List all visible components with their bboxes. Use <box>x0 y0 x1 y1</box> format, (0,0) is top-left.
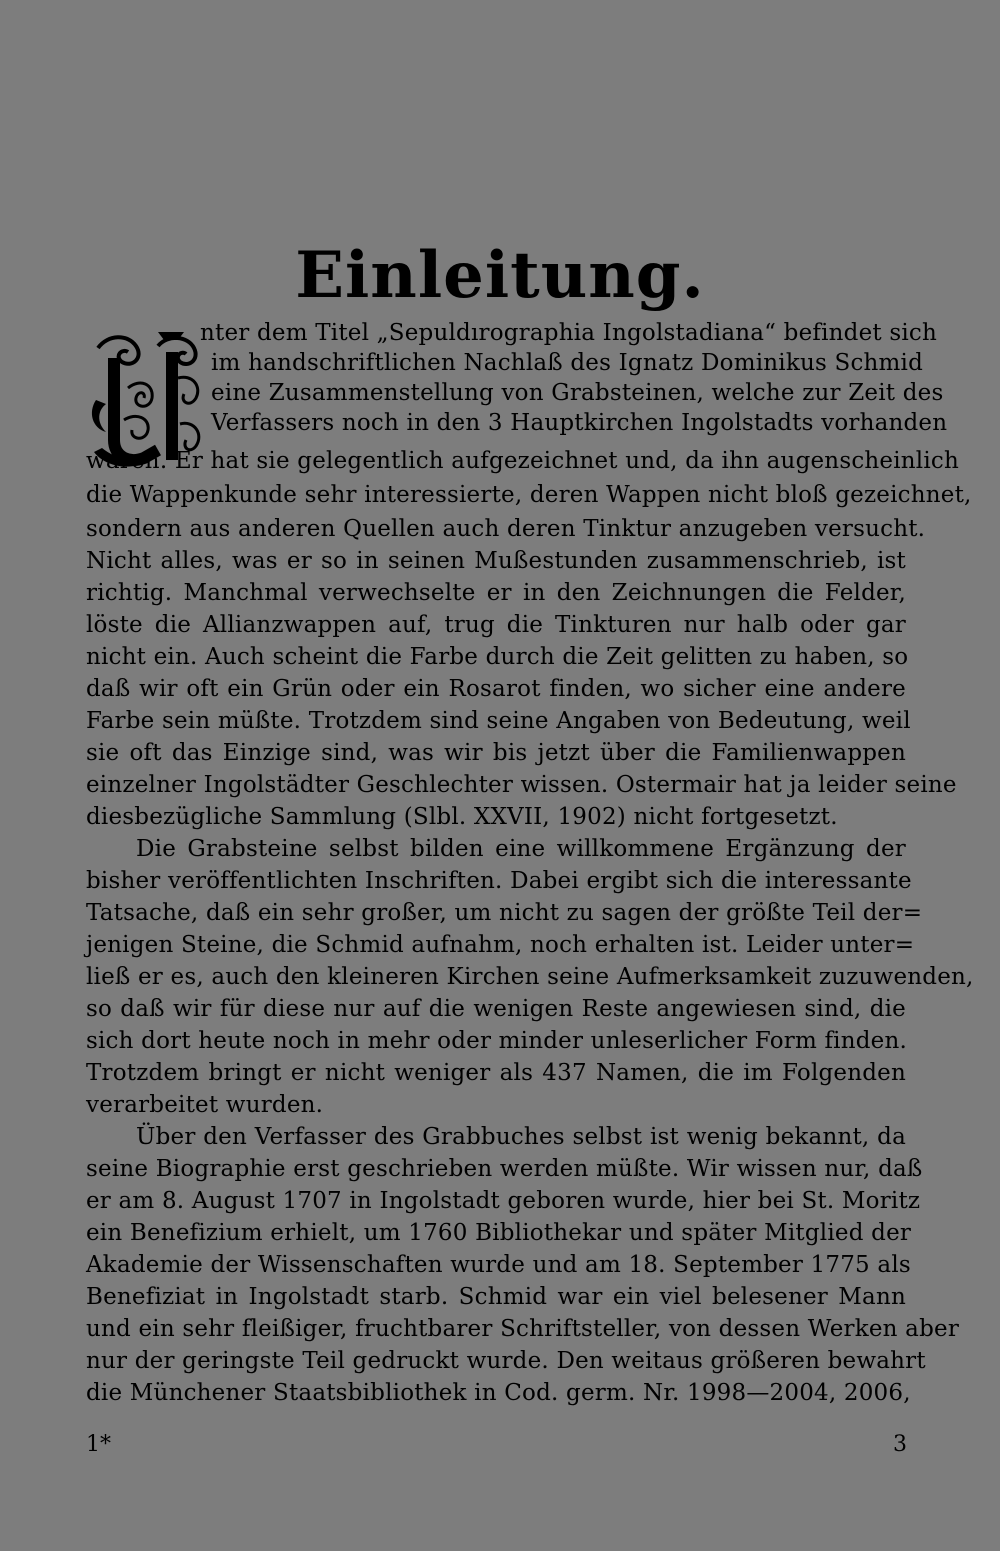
chapter-title: Einleitung. <box>295 238 705 313</box>
text-line: die Wappenkunde sehr interessierte, deren Wappen nicht bloß gezeichnet, <box>86 482 972 508</box>
page-number: 3 <box>893 1432 907 1457</box>
text-line: seine Biographie erst geschrieben werden müßte. Wir wissen nur, daß <box>86 1156 923 1182</box>
text-line: so daß wir für diese nur auf die wenigen Reste angewiesen sind, die <box>86 996 906 1022</box>
text-line: Die Grabsteine selbst bilden eine willkommene Ergänzung der <box>136 836 906 862</box>
text-line: löste die Allianzwappen auf, trug die Tinkturen nur halb oder gar <box>86 612 906 638</box>
text-line: im handschriftlichen Nachlaß des Ignatz Dominikus Schmid <box>211 350 924 376</box>
text-line: Nicht alles, was er so in seinen Mußestunden zusammenschrieb, ist <box>86 548 906 574</box>
text-line: nicht ein. Auch scheint die Farbe durch die Zeit gelitten zu haben, so <box>86 644 909 670</box>
text-line: sie oft das Einzige sind, was wir bis jetzt über die Familienwappen <box>86 740 906 766</box>
text-line: sich dort heute noch in mehr oder minder unleserlicher Form finden. <box>86 1028 908 1054</box>
text-line: die Münchener Staatsbibliothek in Cod. germ. Nr. 1998—2004, 2006, <box>86 1380 911 1406</box>
text-line: Über den Verfasser des Grabbuches selbst ist wenig bekannt, da <box>136 1124 906 1150</box>
text-line: ließ er es, auch den kleineren Kirchen seine Aufmerksamkeit zuzuwenden, <box>86 964 974 990</box>
text-line: Akademie der Wissenschaften wurde und am 18. September 1775 als <box>86 1252 911 1278</box>
text-line: verarbeitet wurden. <box>86 1092 324 1118</box>
text-line: er am 8. August 1707 in Ingolstadt geboren wurde, hier bei St. Moritz <box>86 1188 921 1214</box>
text-line: Verfassers noch in den 3 Hauptkirchen Ingolstadts vorhanden <box>211 410 948 436</box>
text-line: nur der geringste Teil gedruckt wurde. Den weitaus größeren bewahrt <box>86 1348 926 1374</box>
text-line: eine Zusammenstellung von Grabsteinen, welche zur Zeit des <box>211 380 944 406</box>
signature-mark: 1* <box>86 1432 111 1457</box>
text-line: ein Benefizium erhielt, um 1760 Bibliothekar und später Mitglied der <box>86 1220 912 1246</box>
text-line: diesbezügliche Sammlung (Slbl. XXVII, 1902) nicht fortgesetzt. <box>86 804 838 830</box>
text-line: jenigen Steine, die Schmid aufnahm, noch erhalten ist. Leider unter= <box>86 932 915 958</box>
text-line: einzelner Ingolstädter Geschlechter wissen. Ostermair hat ja leider seine <box>86 772 957 798</box>
text-line: Farbe sein müßte. Trotzdem sind seine Angaben von Bedeutung, weil <box>86 708 911 734</box>
text-line: Tatsache, daß ein sehr großer, um nicht zu sagen der größte Teil der= <box>86 900 923 926</box>
text-line: und ein sehr fleißiger, fruchtbarer Schriftsteller, von dessen Werken aber <box>86 1316 960 1342</box>
text-line: Benefiziat in Ingolstadt starb. Schmid war ein viel belesener Mann <box>86 1284 906 1310</box>
text-line: nter dem Titel „Sepuldırographia Ingolstadiana“ befindet sich <box>200 320 938 346</box>
text-line: Trotzdem bringt er nicht weniger als 437 Namen, die im Folgenden <box>86 1060 906 1086</box>
text-line: bisher veröffentlichten Inschriften. Dabei ergibt sich die interessante <box>86 868 912 894</box>
text-line: richtig. Manchmal verwechselte er in den Zeichnungen die Felder, <box>86 580 906 606</box>
text-line: sondern aus anderen Quellen auch deren Tinktur anzugeben versucht. <box>86 516 926 542</box>
text-line: daß wir oft ein Grün oder ein Rosarot finden, wo sicher eine andere <box>86 676 906 702</box>
text-line: waren. Er hat sie gelegentlich aufgezeichnet und, da ihn augenscheinlich <box>86 448 960 474</box>
